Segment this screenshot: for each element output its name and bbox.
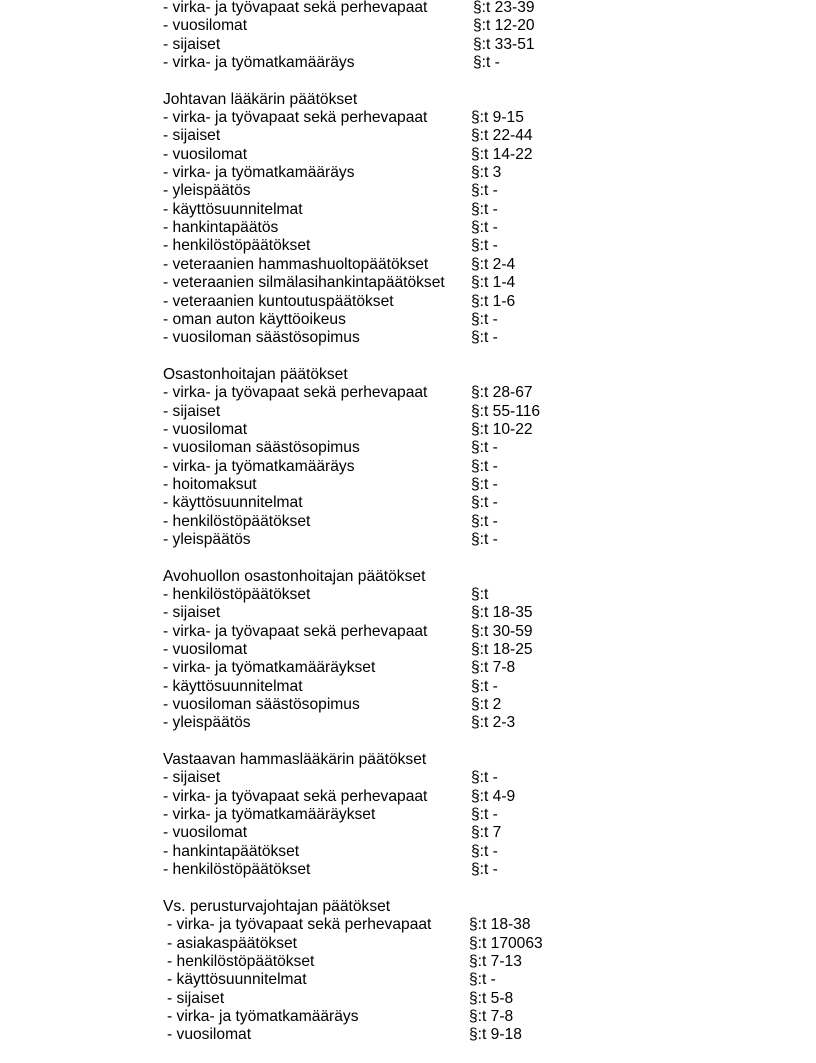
decision-row: [163, 127, 763, 145]
decision-type-label: - virka- ja työmatkamääräykset: [163, 806, 376, 824]
decision-type-label: - hoitomaksut: [163, 475, 257, 493]
decision-type-label: - virka- ja työvapaat sekä perhevapaat: [163, 0, 428, 16]
decision-row: [163, 237, 763, 255]
decision-row: [163, 953, 763, 971]
decision-type-label: - sijaiset: [163, 35, 221, 53]
decision-type-label: - virka- ja työvapaat sekä perhevapaat: [163, 109, 428, 127]
section-number-range: §:t 7-8: [469, 1007, 514, 1025]
decision-type-label: - vuosiloman säästösopimus: [163, 696, 360, 714]
decision-section: [163, 751, 763, 879]
section-number-range: §:t 2-4: [471, 255, 516, 273]
decision-row: [163, 54, 763, 72]
decision-type-label: - virka- ja työmatkamääräys: [163, 54, 355, 72]
decision-type-label: - sijaiset: [163, 127, 221, 145]
section-number-range: §:t 23-39: [473, 0, 535, 16]
decision-type-label: - sijaiset: [167, 989, 225, 1007]
section-number-range: §:t 55-116: [471, 402, 541, 420]
decision-type-label: - yleispäätös: [163, 714, 251, 732]
decision-row: [163, 586, 763, 604]
section-number-range: §:t -: [471, 457, 498, 475]
section-number-range: §:t -: [471, 200, 498, 218]
decision-type-label: - vuosilomat: [163, 824, 248, 842]
decision-type-label: - hankintapäätökset: [163, 842, 300, 860]
decision-type-label: - henkilöstöpäätökset: [163, 861, 311, 879]
decision-type-label: - sijaiset: [163, 769, 221, 787]
decision-row: [163, 182, 763, 200]
decision-row: [163, 935, 763, 953]
section-number-range: §:t 4-9: [471, 787, 516, 805]
decision-row: [163, 604, 763, 622]
decision-section: [163, 91, 763, 348]
decision-row: [163, 146, 763, 164]
section-number-range: §:t 1-6: [471, 292, 516, 310]
section-number-range: §:t 12-20: [473, 17, 535, 35]
decision-row: [163, 274, 763, 292]
decision-type-label: - käyttösuunnitelmat: [163, 677, 303, 695]
decision-row: [163, 36, 763, 54]
section-number-range: §:t 30-59: [471, 622, 533, 640]
decision-type-label: - henkilöstöpäätökset: [163, 237, 311, 255]
decision-row: [163, 0, 763, 17]
section-number-range: §:t -: [471, 677, 498, 695]
section-number-range: §:t -: [471, 512, 498, 530]
decision-type-label: - yleispäätös: [163, 530, 251, 548]
decision-row: [163, 494, 763, 512]
decision-row: [163, 769, 763, 787]
decision-type-label: - henkilöstöpäätökset: [167, 952, 315, 970]
decision-type-label: - sijaiset: [163, 604, 221, 622]
section-number-range: §:t -: [471, 439, 498, 457]
decision-type-label: - virka- ja työvapaat sekä perhevapaat: [163, 787, 428, 805]
section-number-range: §:t 18-38: [469, 916, 531, 934]
section-number-range: §:t -: [471, 329, 498, 347]
decision-row: [163, 329, 763, 347]
decision-row: [163, 219, 763, 237]
decision-type-label: - veteraanien silmälasihankintapäätökset: [163, 274, 445, 292]
decision-row: [163, 641, 763, 659]
decision-row: [163, 403, 763, 421]
decision-type-label: - vuosilomat: [167, 1026, 252, 1044]
section-number-range: §:t 170063: [469, 934, 543, 952]
decision-row: [163, 788, 763, 806]
section-number-range: §:t -: [471, 806, 498, 824]
section-number-range: §:t 14-22: [471, 145, 533, 163]
decision-section: [163, 898, 763, 1045]
decision-type-label: - veteraanien kuntoutuspäätökset: [163, 292, 394, 310]
decision-type-label: - vuosilomat: [163, 641, 248, 659]
section-number-range: §:t 18-25: [471, 641, 533, 659]
decision-row: [163, 256, 763, 274]
section-number-range: §:t 9-15: [471, 109, 524, 127]
decision-section: [163, 0, 763, 72]
decision-row: [163, 311, 763, 329]
decision-row: [163, 916, 763, 934]
section-number-range: §:t -: [471, 530, 498, 548]
section-number-range: §:t 7-8: [471, 659, 516, 677]
section-number-range: §:t -: [473, 54, 500, 72]
section-number-range: §:t 7-13: [469, 952, 522, 970]
decision-row: [163, 384, 763, 402]
decision-type-label: - vuosiloman säästösopimus: [163, 439, 360, 457]
section-number-range: §:t 9-18: [469, 1026, 522, 1044]
section-heading: Avohuollon osastonhoitajan päätökset: [163, 567, 426, 585]
decision-row: [163, 861, 763, 879]
decision-type-label: - virka- ja työmatkamääräykset: [163, 659, 376, 677]
section-number-range: §:t 18-35: [471, 604, 533, 622]
decision-row: [163, 439, 763, 457]
decision-row: [163, 531, 763, 549]
section-number-range: §:t: [471, 586, 489, 603]
decision-type-label: - hankintapäätös: [163, 219, 279, 237]
section-heading: Vastaavan hammaslääkärin päätökset: [163, 751, 427, 769]
section-number-range: §:t 7: [471, 824, 502, 842]
decision-type-label: - vuosilomat: [163, 420, 248, 438]
decision-row: [163, 843, 763, 861]
decision-row: [163, 164, 763, 182]
section-number-range: §:t -: [471, 769, 498, 787]
decision-row: [163, 990, 763, 1008]
decision-row: [163, 421, 763, 439]
decision-row: [163, 971, 763, 989]
document-page: [163, 0, 763, 1063]
decision-type-label: - asiakaspäätökset: [167, 934, 298, 952]
section-number-range: §:t 10-22: [471, 420, 533, 438]
section-number-range: §:t -: [471, 861, 498, 879]
decision-row: [163, 1008, 763, 1026]
section-number-range: §:t 5-8: [469, 989, 514, 1007]
decision-type-label: - virka- ja työmatkamääräys: [163, 457, 355, 475]
decision-row: [163, 458, 763, 476]
section-heading: Vs. perusturvajohtajan päätökset: [163, 897, 391, 915]
decision-type-label: - yleispäätös: [163, 182, 251, 200]
decision-row: [163, 109, 763, 127]
section-number-range: §:t 2-3: [471, 714, 516, 732]
section-number-range: §:t 33-51: [473, 35, 535, 53]
decision-section: [163, 366, 763, 549]
decision-type-label: - virka- ja työmatkamääräys: [163, 164, 355, 182]
decision-type-label: - virka- ja työvapaat sekä perhevapaat: [167, 916, 432, 934]
decision-type-label: - virka- ja työvapaat sekä perhevapaat: [163, 622, 428, 640]
decision-row: [163, 1026, 763, 1044]
decision-row: [163, 696, 763, 714]
decision-type-label: - veteraanien hammashuoltopäätökset: [163, 255, 429, 273]
decision-row: [163, 714, 763, 732]
decision-row: [163, 678, 763, 696]
section-number-range: §:t 1-4: [471, 274, 516, 292]
decision-type-label: - vuosilomat: [163, 17, 248, 35]
decision-type-label: - sijaiset: [163, 402, 221, 420]
section-number-range: §:t 2: [471, 696, 502, 714]
decision-type-label: - virka- ja työmatkamääräys: [167, 1007, 359, 1025]
section-number-range: §:t -: [471, 310, 498, 328]
section-number-range: §:t -: [471, 182, 498, 200]
section-number-range: §:t -: [471, 237, 498, 255]
decision-section: [163, 568, 763, 733]
decision-row: [163, 623, 763, 641]
decision-type-label: - käyttösuunnitelmat: [163, 200, 303, 218]
decision-type-label: - oman auton käyttöoikeus: [163, 310, 346, 328]
section-number-range: §:t -: [471, 494, 498, 512]
section-number-range: §:t -: [471, 219, 498, 237]
section-number-range: §:t 22-44: [471, 127, 533, 145]
decision-type-label: - henkilöstöpäätökset: [163, 512, 311, 530]
decision-row: [163, 806, 763, 824]
section-number-range: §:t -: [471, 475, 498, 493]
decision-row: [163, 201, 763, 219]
decision-row: [163, 17, 763, 35]
section-heading: Osastonhoitajan päätökset: [163, 365, 348, 383]
decision-row: [163, 659, 763, 677]
decision-type-label: - henkilöstöpäätökset: [163, 586, 311, 603]
decision-row: [163, 293, 763, 311]
decision-type-label: - käyttösuunnitelmat: [163, 494, 303, 512]
decision-type-label: - vuosilomat: [163, 145, 248, 163]
section-number-range: §:t 3: [471, 164, 502, 182]
section-number-range: §:t -: [471, 842, 498, 860]
section-number-range: §:t -: [469, 971, 496, 989]
decision-row: [163, 476, 763, 494]
decision-type-label: - virka- ja työvapaat sekä perhevapaat: [163, 384, 428, 402]
section-heading: Johtavan lääkärin päätökset: [163, 90, 358, 108]
decision-type-label: - vuosiloman säästösopimus: [163, 329, 360, 347]
decision-type-label: - käyttösuunnitelmat: [167, 971, 307, 989]
decision-row: [163, 824, 763, 842]
decision-row: [163, 513, 763, 531]
section-number-range: §:t 28-67: [471, 384, 533, 402]
